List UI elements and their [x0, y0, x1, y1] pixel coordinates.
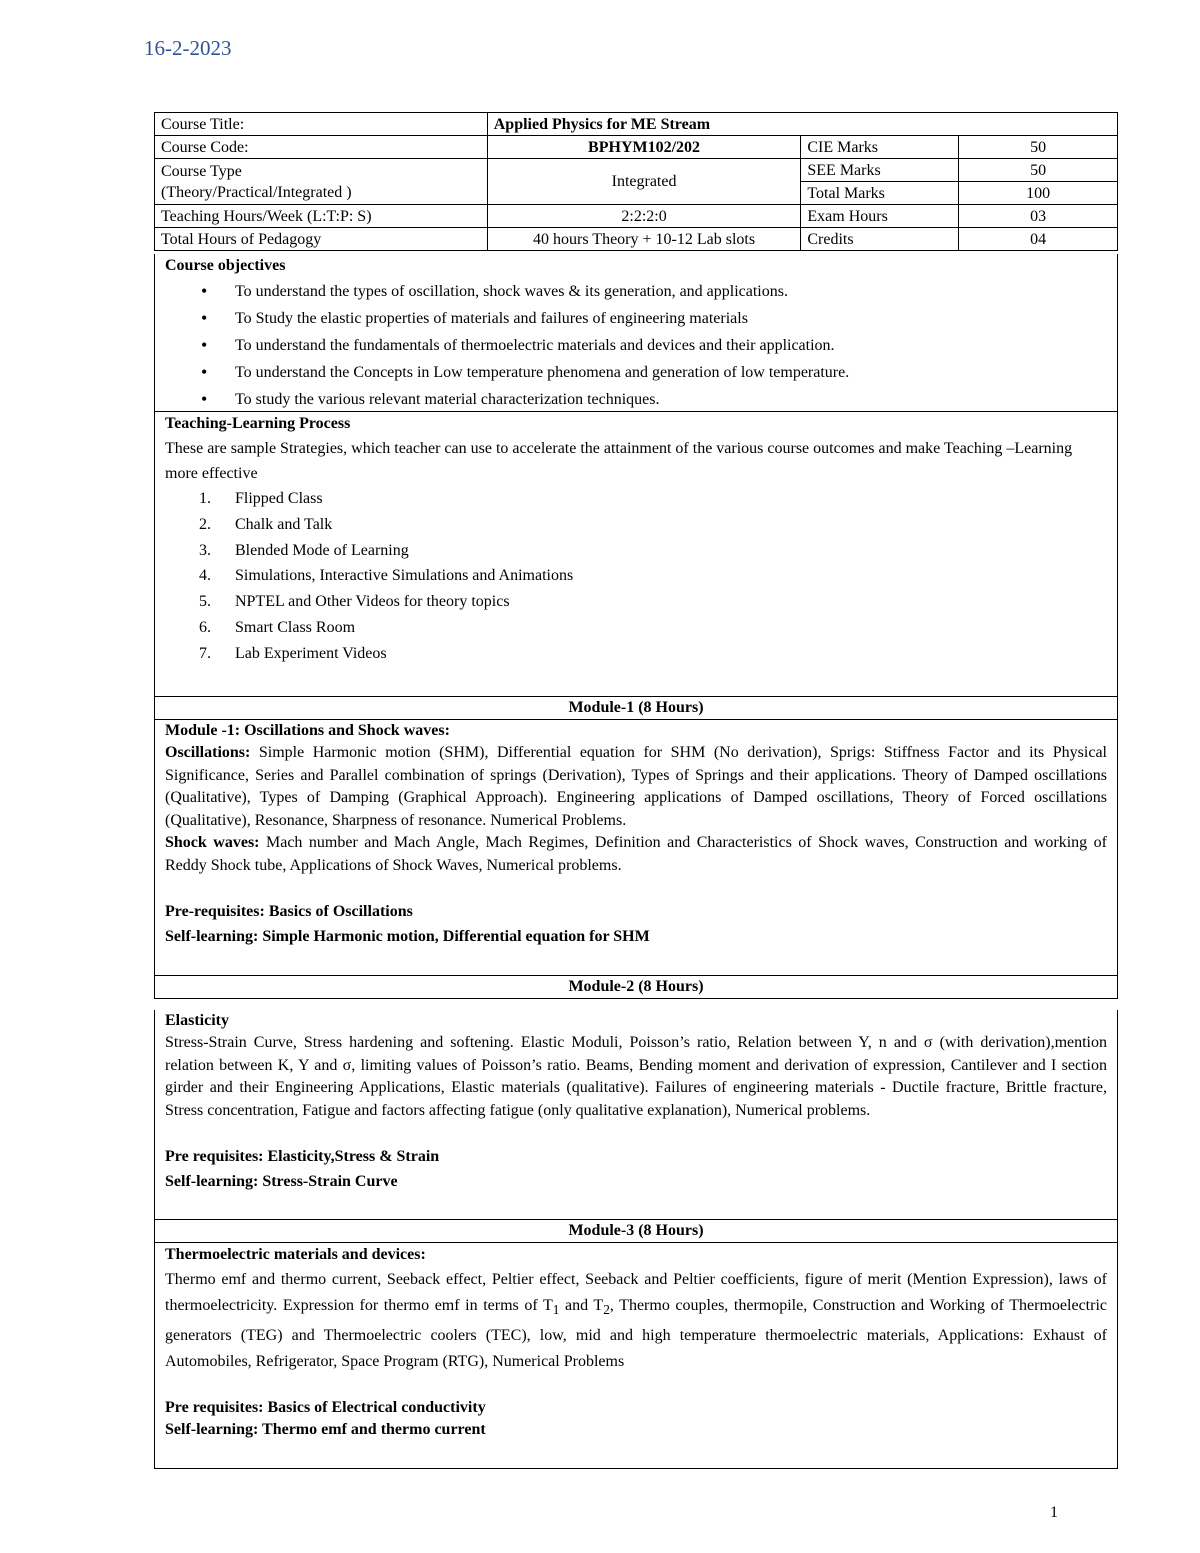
module-3-title: Thermoelectric materials and devices:: [165, 1246, 426, 1263]
list-item: • To understand the fundamentals of thermoelectric materials and devices and their application.: [235, 332, 1107, 359]
module-2-title: Elasticity: [165, 1012, 229, 1029]
module-3-self-learning: Self-learning: Thermo emf and thermo current: [165, 1421, 486, 1439]
list-text: Flipped Class: [235, 490, 323, 507]
total-marks-value: 100: [959, 182, 1118, 205]
exam-hours-value: 03: [959, 205, 1118, 228]
teaching-hours-value: 2:2:2:0: [487, 205, 801, 228]
credits-label: Credits: [801, 228, 959, 251]
list-text: Blended Mode of Learning: [235, 541, 409, 559]
course-title-label: Course Title:: [155, 113, 488, 136]
course-title-value: Applied Physics for ME Stream: [487, 113, 1117, 136]
shock-waves-label: Shock waves:: [165, 834, 260, 851]
list-item: [199, 615, 1107, 641]
list-item: • To understand the Concepts in Low temperature phenomena and generation of low temperature.: [235, 359, 1107, 386]
list-number: 1.: [199, 490, 211, 507]
course-type-value: Integrated: [487, 159, 801, 205]
see-marks-label: SEE Marks: [801, 159, 959, 182]
subscript-1: 1: [552, 1302, 560, 1318]
list-number: 6.: [199, 618, 211, 636]
table-row: [155, 113, 1118, 136]
pedagogy-hours-value: 40 hours Theory + 10-12 Lab slots: [487, 228, 801, 251]
list-text: NPTEL and Other Videos for theory topics: [235, 593, 510, 611]
list-number: 5.: [199, 593, 211, 611]
list-item: • To understand the types of oscillation, shock waves & its generation, and applications.: [235, 278, 1107, 305]
list-text: Smart Class Room: [235, 618, 356, 636]
module-3-content: [154, 1243, 1118, 1469]
list-item: [199, 589, 1107, 615]
module-2-content: [154, 1010, 1118, 1220]
list-item: [199, 563, 1107, 589]
list-number: 7.: [199, 644, 211, 662]
list-item: • To Study the elastic properties of materials and failures of engineering materials: [235, 305, 1107, 332]
oscillations-text: Simple Harmonic motion (SHM), Differential equation for SHM (No derivation), Sprigs: Stiffness Factor and its Physical Significance, Series and Parallel combination of springs (Derivation), Types of Springs and their applications. Theory of Damped oscillations (Qualitative), Types of Damping (Graphical Approach). Engineering applications of Damped oscillations, Theory of Forced oscillations (Qualitative), Resonance, Sharpness of resonance. Numerical Problems.: [165, 744, 1107, 829]
list-item: [199, 486, 1107, 512]
course-objectives-section: [154, 254, 1118, 412]
list-item: [199, 641, 1107, 667]
course-type-label: [155, 159, 488, 205]
module-2-prerequisites: Pre requisites: Elasticity,Stress & Strain: [165, 1148, 440, 1165]
subscript-2: 2: [603, 1302, 610, 1318]
module-3-text-c: , Thermo couples, thermopile, Construction and Working of Thermoelectric generators (TEG) and Thermoelectric coolers (TEC), low, mid and high temperature thermoelectric materials, Applications: Exhaust of Automobiles, Refrigerator, Space Program (RTG), Numerical Problems: [165, 1297, 1107, 1371]
list-item: • To study the various relevant material characterization techniques.: [235, 386, 1107, 413]
course-code-label: Course Code:: [155, 136, 488, 159]
course-objectives-title: Course objectives: [165, 257, 286, 274]
module-1-title: Module -1: Oscillations and Shock waves:: [165, 722, 450, 739]
shock-waves-text: Mach number and Mach Angle, Mach Regimes, Definition and Characteristics of Shock waves, Construction and working of Reddy Shock tube, Applications of Shock Waves, Numerical problems.: [165, 834, 1107, 874]
module-2-self-learning: Self-learning: Stress-Strain Curve: [165, 1173, 398, 1190]
course-objectives-list: [165, 278, 1107, 413]
list-text: Chalk and Talk: [235, 515, 333, 533]
table-row: [155, 205, 1118, 228]
document-date: 16-2-2023: [144, 36, 232, 60]
teaching-hours-label: Teaching Hours/Week (L:T:P: S): [155, 205, 488, 228]
module-3-prerequisites: Pre requisites: Basics of Electrical conductivity: [165, 1399, 486, 1417]
module-1-heading: Module-1 (8 Hours): [154, 697, 1118, 720]
list-text: Simulations, Interactive Simulations and Animations: [235, 567, 574, 585]
module-2-heading: Module-2 (8 Hours): [154, 976, 1118, 999]
cie-marks-label: CIE Marks: [801, 136, 959, 159]
list-item: [199, 538, 1107, 564]
table-row: [155, 136, 1118, 159]
module-1-shock-waves: [165, 832, 1107, 877]
total-marks-label: Total Marks: [801, 182, 959, 205]
module-1-content: [154, 720, 1118, 976]
cie-marks-value: 50: [959, 136, 1118, 159]
teaching-learning-intro: These are sample Strategies, which teacher can use to accelerate the attainment of the various course outcomes and make Teaching –Learning more effective: [165, 440, 1073, 482]
course-type-label-line1: Course Type: [161, 162, 242, 180]
teaching-learning-list: [165, 486, 1107, 667]
list-number: 2.: [199, 515, 211, 533]
table-row: [155, 228, 1118, 251]
page-number: 1: [1050, 1504, 1058, 1521]
oscillations-label: Oscillations:: [165, 744, 251, 761]
pedagogy-hours-label: Total Hours of Pedagogy: [155, 228, 488, 251]
see-marks-value: 50: [959, 159, 1118, 182]
course-type-label-line2: (Theory/Practical/Integrated ): [161, 183, 352, 201]
module-2-text: Stress-Strain Curve, Stress hardening and softening. Elastic Moduli, Poisson’s ratio, Relation between Y, n and σ (with derivation),mention relation between K, Y and σ, limiting values of Poisson’s ratio. Beams, Bending moment and derivation of expression, Cantilever and I section girder and their Engineering Applications, Elastic materials (qualitative). Failures of engineering materials - Ductile fracture, Brittle fracture, Stress concentration, Fatigue and factors affecting fatigue (only qualitative explanation), Numerical problems.: [165, 1034, 1107, 1119]
list-number: 3.: [199, 541, 211, 559]
module-3-text: [165, 1267, 1107, 1375]
module-1-self-learning: Self-learning: Simple Harmonic motion, Differential equation for SHM: [165, 928, 650, 945]
teaching-learning-title: Teaching-Learning Process: [165, 415, 351, 432]
list-number: 4.: [199, 567, 211, 585]
module-1-oscillations: [165, 742, 1107, 832]
module-3-text-b: and T: [559, 1297, 604, 1314]
teaching-learning-section: [154, 412, 1118, 697]
list-text: Lab Experiment Videos: [235, 644, 387, 662]
module-1-prerequisites: Pre-requisites: Basics of Oscillations: [165, 903, 413, 920]
course-info-table: [154, 112, 1118, 251]
credits-value: 04: [959, 228, 1118, 251]
module-3-heading: Module-3 (8 Hours): [154, 1220, 1118, 1243]
table-row: [155, 159, 1118, 182]
course-code-value: BPHYM102/202: [487, 136, 801, 159]
list-item: [199, 512, 1107, 538]
module-3-text-a: Thermo emf and thermo current, Seeback effect, Peltier effect, Seeback and Peltier coefficients, figure of merit (Mention Expression), laws of thermoelectricity. Expression for thermo emf in terms of T: [165, 1271, 1107, 1314]
exam-hours-label: Exam Hours: [801, 205, 959, 228]
